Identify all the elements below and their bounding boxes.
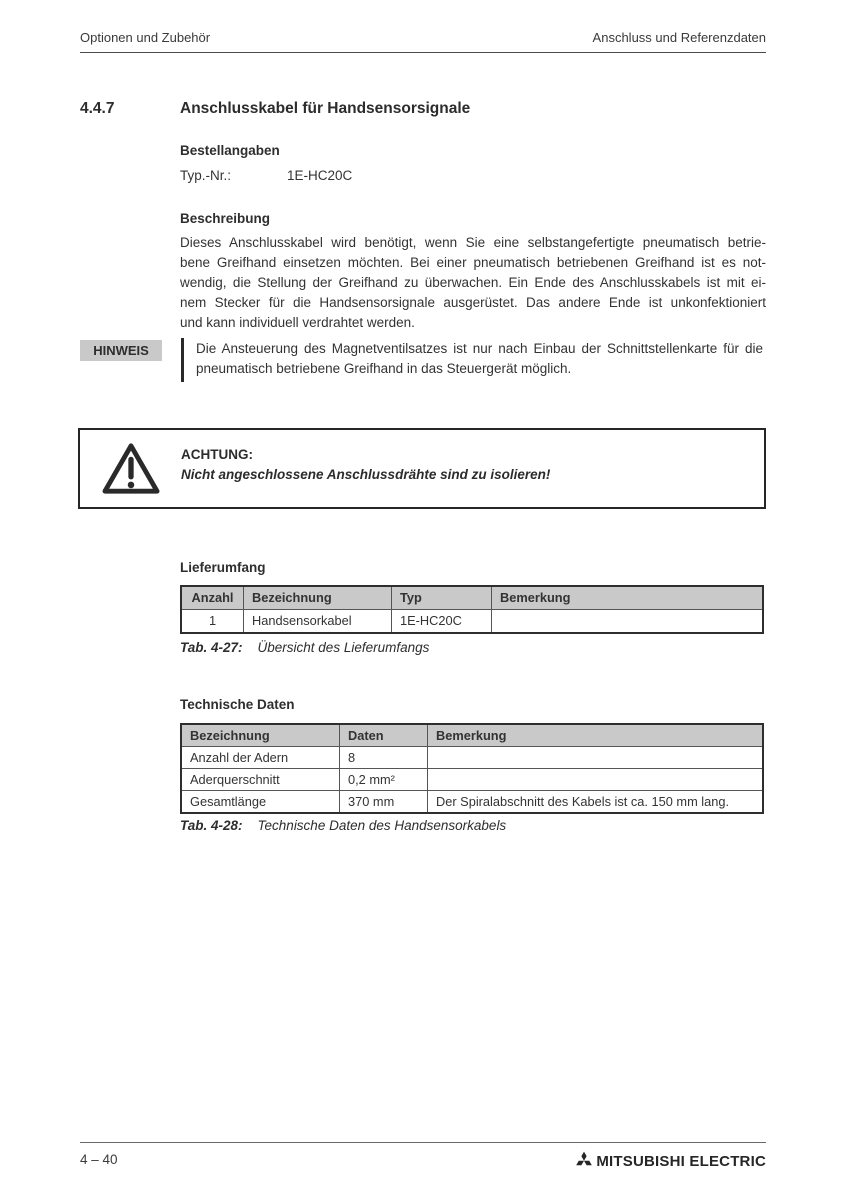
description-line: wendig, die Stellung der Greifhand zu überwachen. Ein Ende des Anschlusskabels ist mit ei- [180,275,766,290]
note-divider-bar [181,338,184,382]
mitsubishi-diamonds-icon [575,1150,593,1172]
table-cell [428,769,762,790]
brand-logo [575,1150,766,1172]
column-header: Bezeichnung [182,725,340,746]
header-left: Optionen und Zubehör [80,30,211,45]
table-cell: Der Spiralabschnitt des Kabels ist ca. 150 mm lang. [436,794,730,809]
type-number-label: Typ.-Nr.: [180,168,232,183]
table-cell: Gesamtlänge [182,791,340,812]
warning-triangle-icon [100,441,162,502]
section-number: 4.4.7 [80,100,115,117]
description-heading: Beschreibung [180,211,271,226]
type-number-row [180,168,352,183]
column-header: Bemerkung [436,728,507,743]
ordering-heading: Bestellangaben [180,143,280,158]
description-line: bene Greifhand einsetzen möchten. Bei einer pneumatisch betriebenen Greifhand ist es not- [180,255,766,270]
caption-text: Technische Daten des Handsensorkabels [257,818,507,833]
note-line: pneumatisch betriebene Greifhand in das Steuergerät möglich. [196,361,572,376]
warning-box [78,428,766,509]
table-cell: 1E-HC20C [392,610,492,632]
tech-table-header-row [182,725,762,746]
note-line: Die Ansteuerung des Magnetventilsatzes ist nur nach Einbau der Schnittstellenkarte für die [196,341,763,356]
delivery-table-caption [180,640,429,655]
header-right: Anschluss und Referenzdaten [592,30,766,45]
delivery-heading: Lieferumfang [180,560,266,575]
table-cell: 8 [340,747,428,768]
table-cell [492,610,762,632]
table-row [182,746,762,768]
table-row [182,790,762,812]
type-number-value: 1E-HC20C [287,168,353,183]
tech-heading: Technische Daten [180,697,295,712]
table-cell: 0,2 mm² [340,769,428,790]
delivery-table-header-row [182,587,762,609]
caption-label: Tab. 4-28: [180,818,243,833]
table-cell [428,747,762,768]
section-title: Anschlusskabel für Handsensorsignale [180,100,471,117]
warning-message: Nicht angeschlossene Anschlussdrähte sind zu isolieren! [181,467,551,482]
description-line: nem Stecker für die Handsensorsignale ausgerüstet. Das andere Ende ist unkonfektioniert [180,295,766,310]
page-header [80,30,766,53]
note-label: HINWEIS [80,340,162,361]
table-row [182,768,762,790]
caption-text: Übersicht des Lieferumfangs [257,640,430,655]
table-cell: Aderquerschnitt [182,769,340,790]
table-cell: 1 [182,610,244,632]
table-cell: 370 mm [340,791,428,812]
page-number: 4 – 40 [80,1152,118,1167]
footer-rule [80,1142,766,1143]
description-line: Dieses Anschlusskabel wird benötigt, wenn Sie eine selbstangefertigte pneumatisch betrie- [180,235,766,250]
table-row [182,609,762,632]
description-line: und kann individuell verdrahtet werden. [180,315,415,330]
delivery-table [180,585,764,634]
warning-text-block [181,445,550,485]
column-header: Bemerkung [500,590,571,605]
column-header: Bezeichnung [244,587,392,609]
caption-label: Tab. 4-27: [180,640,243,655]
tech-table [180,723,764,814]
description-paragraph [180,233,766,333]
column-header: Anzahl [182,587,244,609]
brand-name: MITSUBISHI ELECTRIC [596,1152,766,1170]
table-cell: Anzahl der Adern [182,747,340,768]
column-header: Typ [392,587,492,609]
warning-title: ACHTUNG: [181,447,253,462]
tech-table-caption [180,818,506,833]
table-cell: Handsensorkabel [244,610,392,632]
column-header: Daten [340,725,428,746]
note-text [196,339,763,379]
